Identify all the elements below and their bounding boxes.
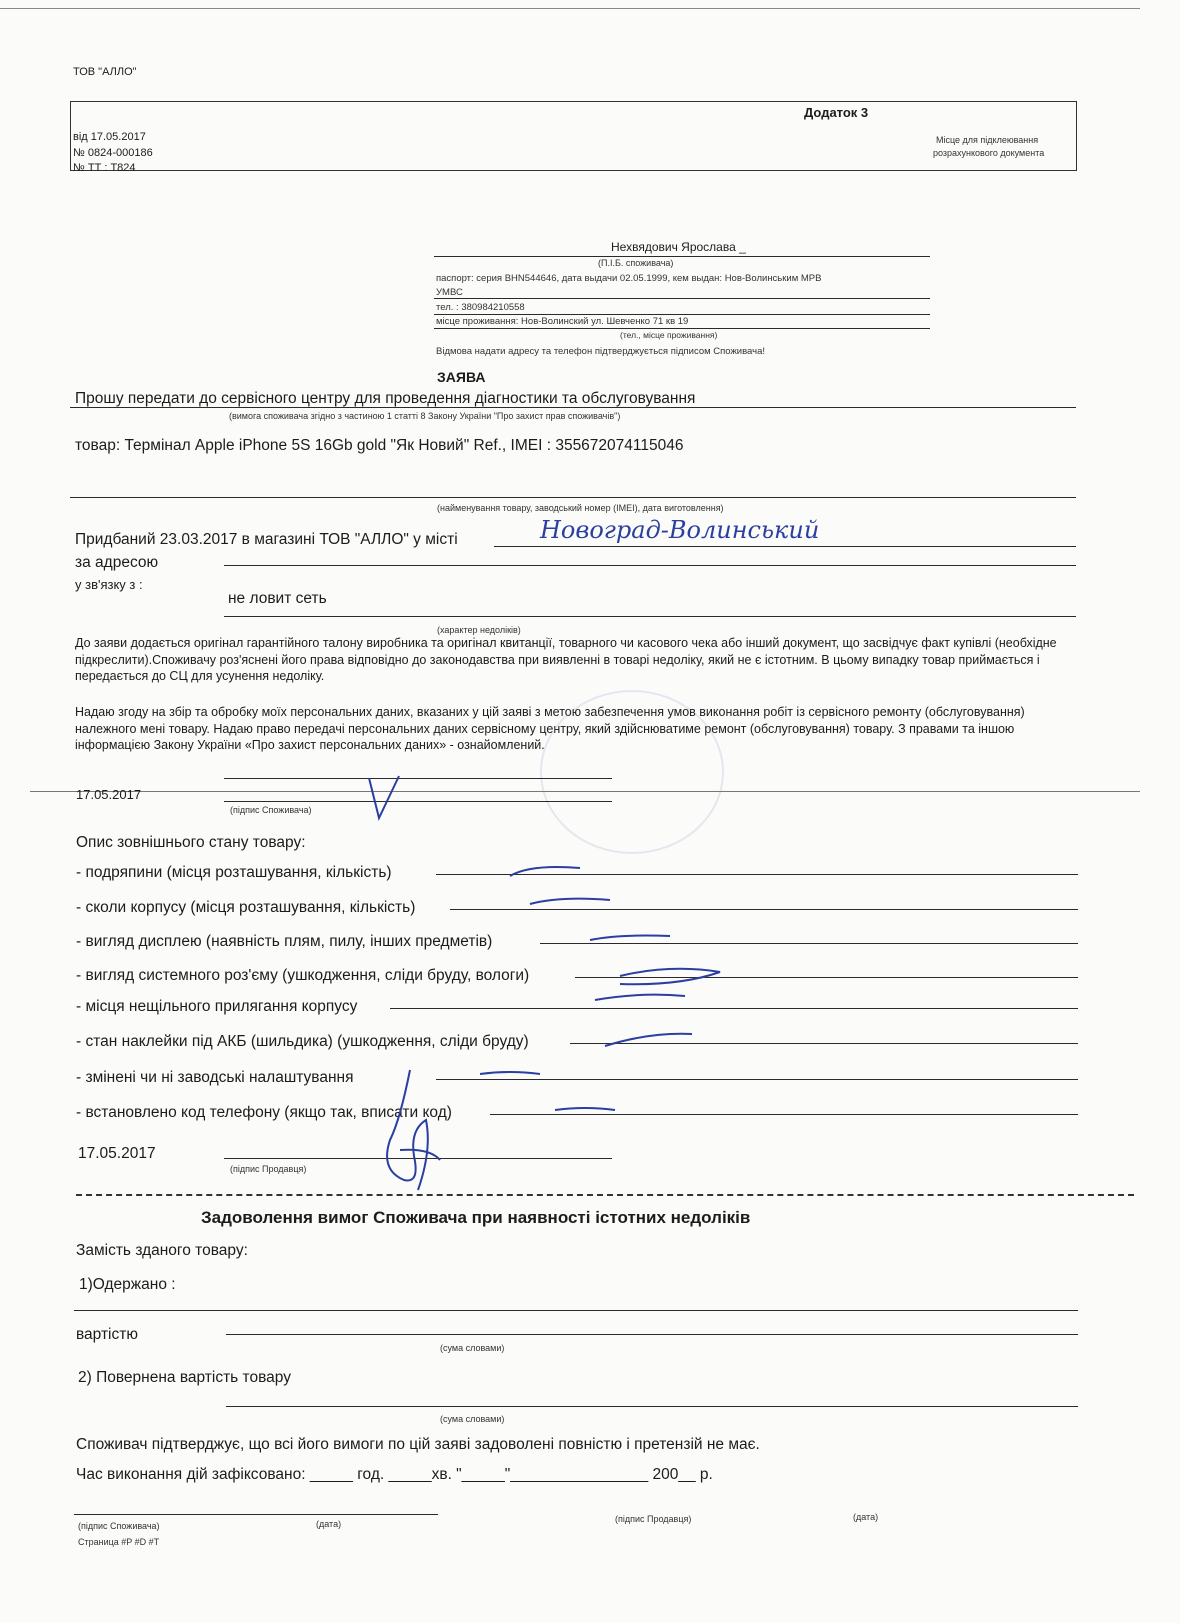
returned-line xyxy=(226,1406,1078,1407)
passport-underline xyxy=(434,298,930,299)
scan-fold-line xyxy=(30,791,1140,792)
receipt-place-2: розрахункового документа xyxy=(933,148,1045,158)
condition-item-connector: - вигляд системного роз'єму (ушкодження, сліди бруду, вологи) xyxy=(76,967,530,984)
product-underline xyxy=(70,497,1076,498)
consumer-name-caption: (П.І.Б. споживача) xyxy=(598,258,674,268)
condition-title: Опис зовнішнього стану товару: xyxy=(76,834,306,851)
condition-item-scratches: - подряпини (місця розташування, кількість) xyxy=(76,864,392,881)
request-underline xyxy=(70,407,1076,408)
consumer-name: Нехвядович Ярослава _ xyxy=(611,240,746,254)
scan-edge-top xyxy=(0,8,1140,9)
condition-item-code: - встановлено код телефону (якщо так, вписати код) xyxy=(76,1104,452,1121)
address-label: за адресою xyxy=(75,554,159,571)
seller-sign-caption: (підпис Продавця) xyxy=(230,1164,307,1174)
consumer-signature xyxy=(355,770,415,830)
footer-date-1: (дата) xyxy=(316,1519,342,1529)
condition-item-settings: - змінені чи ні заводські налаштування xyxy=(76,1069,354,1086)
pen-stroke-4 xyxy=(620,969,720,984)
condition-date: 17.05.2017 xyxy=(78,1145,156,1162)
appendix-label: Додаток 3 xyxy=(804,105,869,120)
time-line: Час виконання дій зафіксовано: _____ год. _____хв. "_____"________________ 200__ р. xyxy=(76,1466,713,1483)
consumer-sign-line xyxy=(224,778,612,779)
footer-seller-sign: (підпис Продавця) xyxy=(615,1514,692,1524)
cost-label: вартістю xyxy=(76,1326,138,1343)
statement-date: 17.05.2017 xyxy=(76,787,142,802)
received-line xyxy=(74,1310,1078,1311)
returned-label: 2) Повернена вартість товару xyxy=(78,1369,291,1386)
section-divider xyxy=(76,1194,1134,1196)
receipt-place-1: Місце для підклеювання xyxy=(936,135,1039,145)
product-caption: (найменування товару, заводський номер (IMEI), дата виготовлення) xyxy=(437,503,724,513)
consumer-name-line xyxy=(434,256,930,257)
tt-number: № ТТ : Т824 xyxy=(73,162,136,174)
doc-date: від 17.05.2017 xyxy=(73,131,146,143)
pen-stroke-2 xyxy=(530,899,610,904)
doc-number: № 0824-000186 xyxy=(73,147,153,159)
header-box xyxy=(70,101,1077,171)
passport-line: паспорт: серия ВНN544646, дата выдачи 02.05.1999, кем выдан: Нов-Волинським МРВ xyxy=(436,273,822,284)
footer-consumer-sign: (підпис Споживача) xyxy=(78,1521,160,1531)
condition-pen-strokes xyxy=(470,860,830,1120)
sum-caption-2: (сума словами) xyxy=(440,1414,505,1424)
defect-caption: (характер недоліків) xyxy=(437,625,521,635)
address-field-line xyxy=(224,565,1076,566)
instead-label: Замість зданого товару: xyxy=(76,1242,248,1259)
product-text: товар: Термінал Apple iPhone 5S 16Gb gold "Як Новий" Ref., IMEI : 355672074115046 xyxy=(75,437,684,454)
seller-signature xyxy=(370,1060,450,1200)
satisfaction-title: Задоволення вимог Споживача при наявності істотних недоліків xyxy=(201,1208,751,1227)
confirm-text: Споживач підтверджує, що всі його вимоги по цій заяві задоволені повністю і претензій не має. xyxy=(76,1436,760,1453)
address-line: місце проживання: Нов-Волинский ул. Шевченко 71 кв 19 xyxy=(436,316,689,327)
company-name: ТОВ "АЛЛО" xyxy=(73,66,137,78)
request-text: Прошу передати до сервісного центру для проведення діагностики та обслуговування xyxy=(75,390,696,407)
defect-text: не ловит сеть xyxy=(228,590,327,607)
cost-line xyxy=(226,1334,1078,1335)
page-footer: Страница #P #D #T xyxy=(78,1537,160,1547)
faint-stamp xyxy=(540,690,724,854)
passport-line-cont: УМВС xyxy=(436,287,463,298)
address-caption: (тел., місце проживання) xyxy=(620,330,718,340)
purchased-text: Придбаний 23.03.2017 в магазині ТОВ "АЛЛО" у місті xyxy=(75,531,458,548)
city-underline xyxy=(494,546,1076,547)
refusal-note: Відмова надати адресу та телефон підтверджується підписом Споживача! xyxy=(436,346,766,357)
pen-stroke-5 xyxy=(595,995,685,1000)
phone-underline xyxy=(434,314,930,315)
received-label: 1)Одержано : xyxy=(79,1276,176,1293)
phone-line: тел. : 380984210558 xyxy=(436,302,525,313)
pen-stroke-7 xyxy=(480,1072,540,1074)
defect-underline xyxy=(224,616,1076,617)
condition-item-display: - вигляд дисплею (наявність плям, пилу, інших предметів) xyxy=(76,933,493,950)
address-underline xyxy=(434,328,930,329)
statement-title: ЗАЯВА xyxy=(437,369,486,385)
consent-paragraph: Надаю згоду на збір та обробку моїх персональних даних, вказаних у цій заяві з метою забезпечення умов виконання робіт із сервісного ремонту (обслуговування) належного мені товару. Надаю право передачі персональних даних сервісному центру, який здійснюватиме ремонт (обслуговування) товару. З правами та іншою інформацією Закону України «Про захист персональних даних» - ознайомлений. xyxy=(75,705,1025,752)
footer-date-2: (дата) xyxy=(853,1512,879,1522)
condition-item-gaps: - місця нещільного прилягання корпусу xyxy=(76,998,358,1015)
city-handwritten: Новоград-Волинський xyxy=(540,516,820,544)
condition-item-chips: - сколи корпусу (місця розташування, кількість) xyxy=(76,899,416,916)
attachments-paragraph: До заяви додається оригінал гарантійного талону виробника та оригінал квитанції, товарного чи касового чека або інший документ, що засвідчує факт купівлі (необхідне підкреслити).Споживачу роз'яснені його права відповідно до законодавства при виявленні в товарі недоліку, який не є істотним. В цьому випадку товар приймається і передається до СЦ для усунення недоліку. xyxy=(75,636,1057,683)
consumer-signature-stroke xyxy=(369,776,399,818)
sum-caption-1: (сума словами) xyxy=(440,1343,505,1353)
condition-item-sticker: - стан наклейки під АКБ (шильдика) (ушкодження, сліди бруду) xyxy=(76,1033,529,1050)
pen-stroke-8 xyxy=(555,1108,615,1110)
consumer-sign-line-2 xyxy=(224,801,612,802)
pen-stroke-3 xyxy=(590,936,670,941)
request-caption: (вимога споживача згідно з частиною 1 статті 8 Закону України "Про захист прав споживачів") xyxy=(229,411,621,421)
consumer-sign-caption: (підпис Споживача) xyxy=(230,805,312,815)
pen-stroke-1 xyxy=(510,867,580,876)
pen-stroke-6 xyxy=(605,1034,692,1046)
seller-signature-stroke xyxy=(387,1070,440,1190)
footer-consumer-line xyxy=(74,1514,438,1515)
reason-label: у зв'язку з : xyxy=(75,577,143,592)
